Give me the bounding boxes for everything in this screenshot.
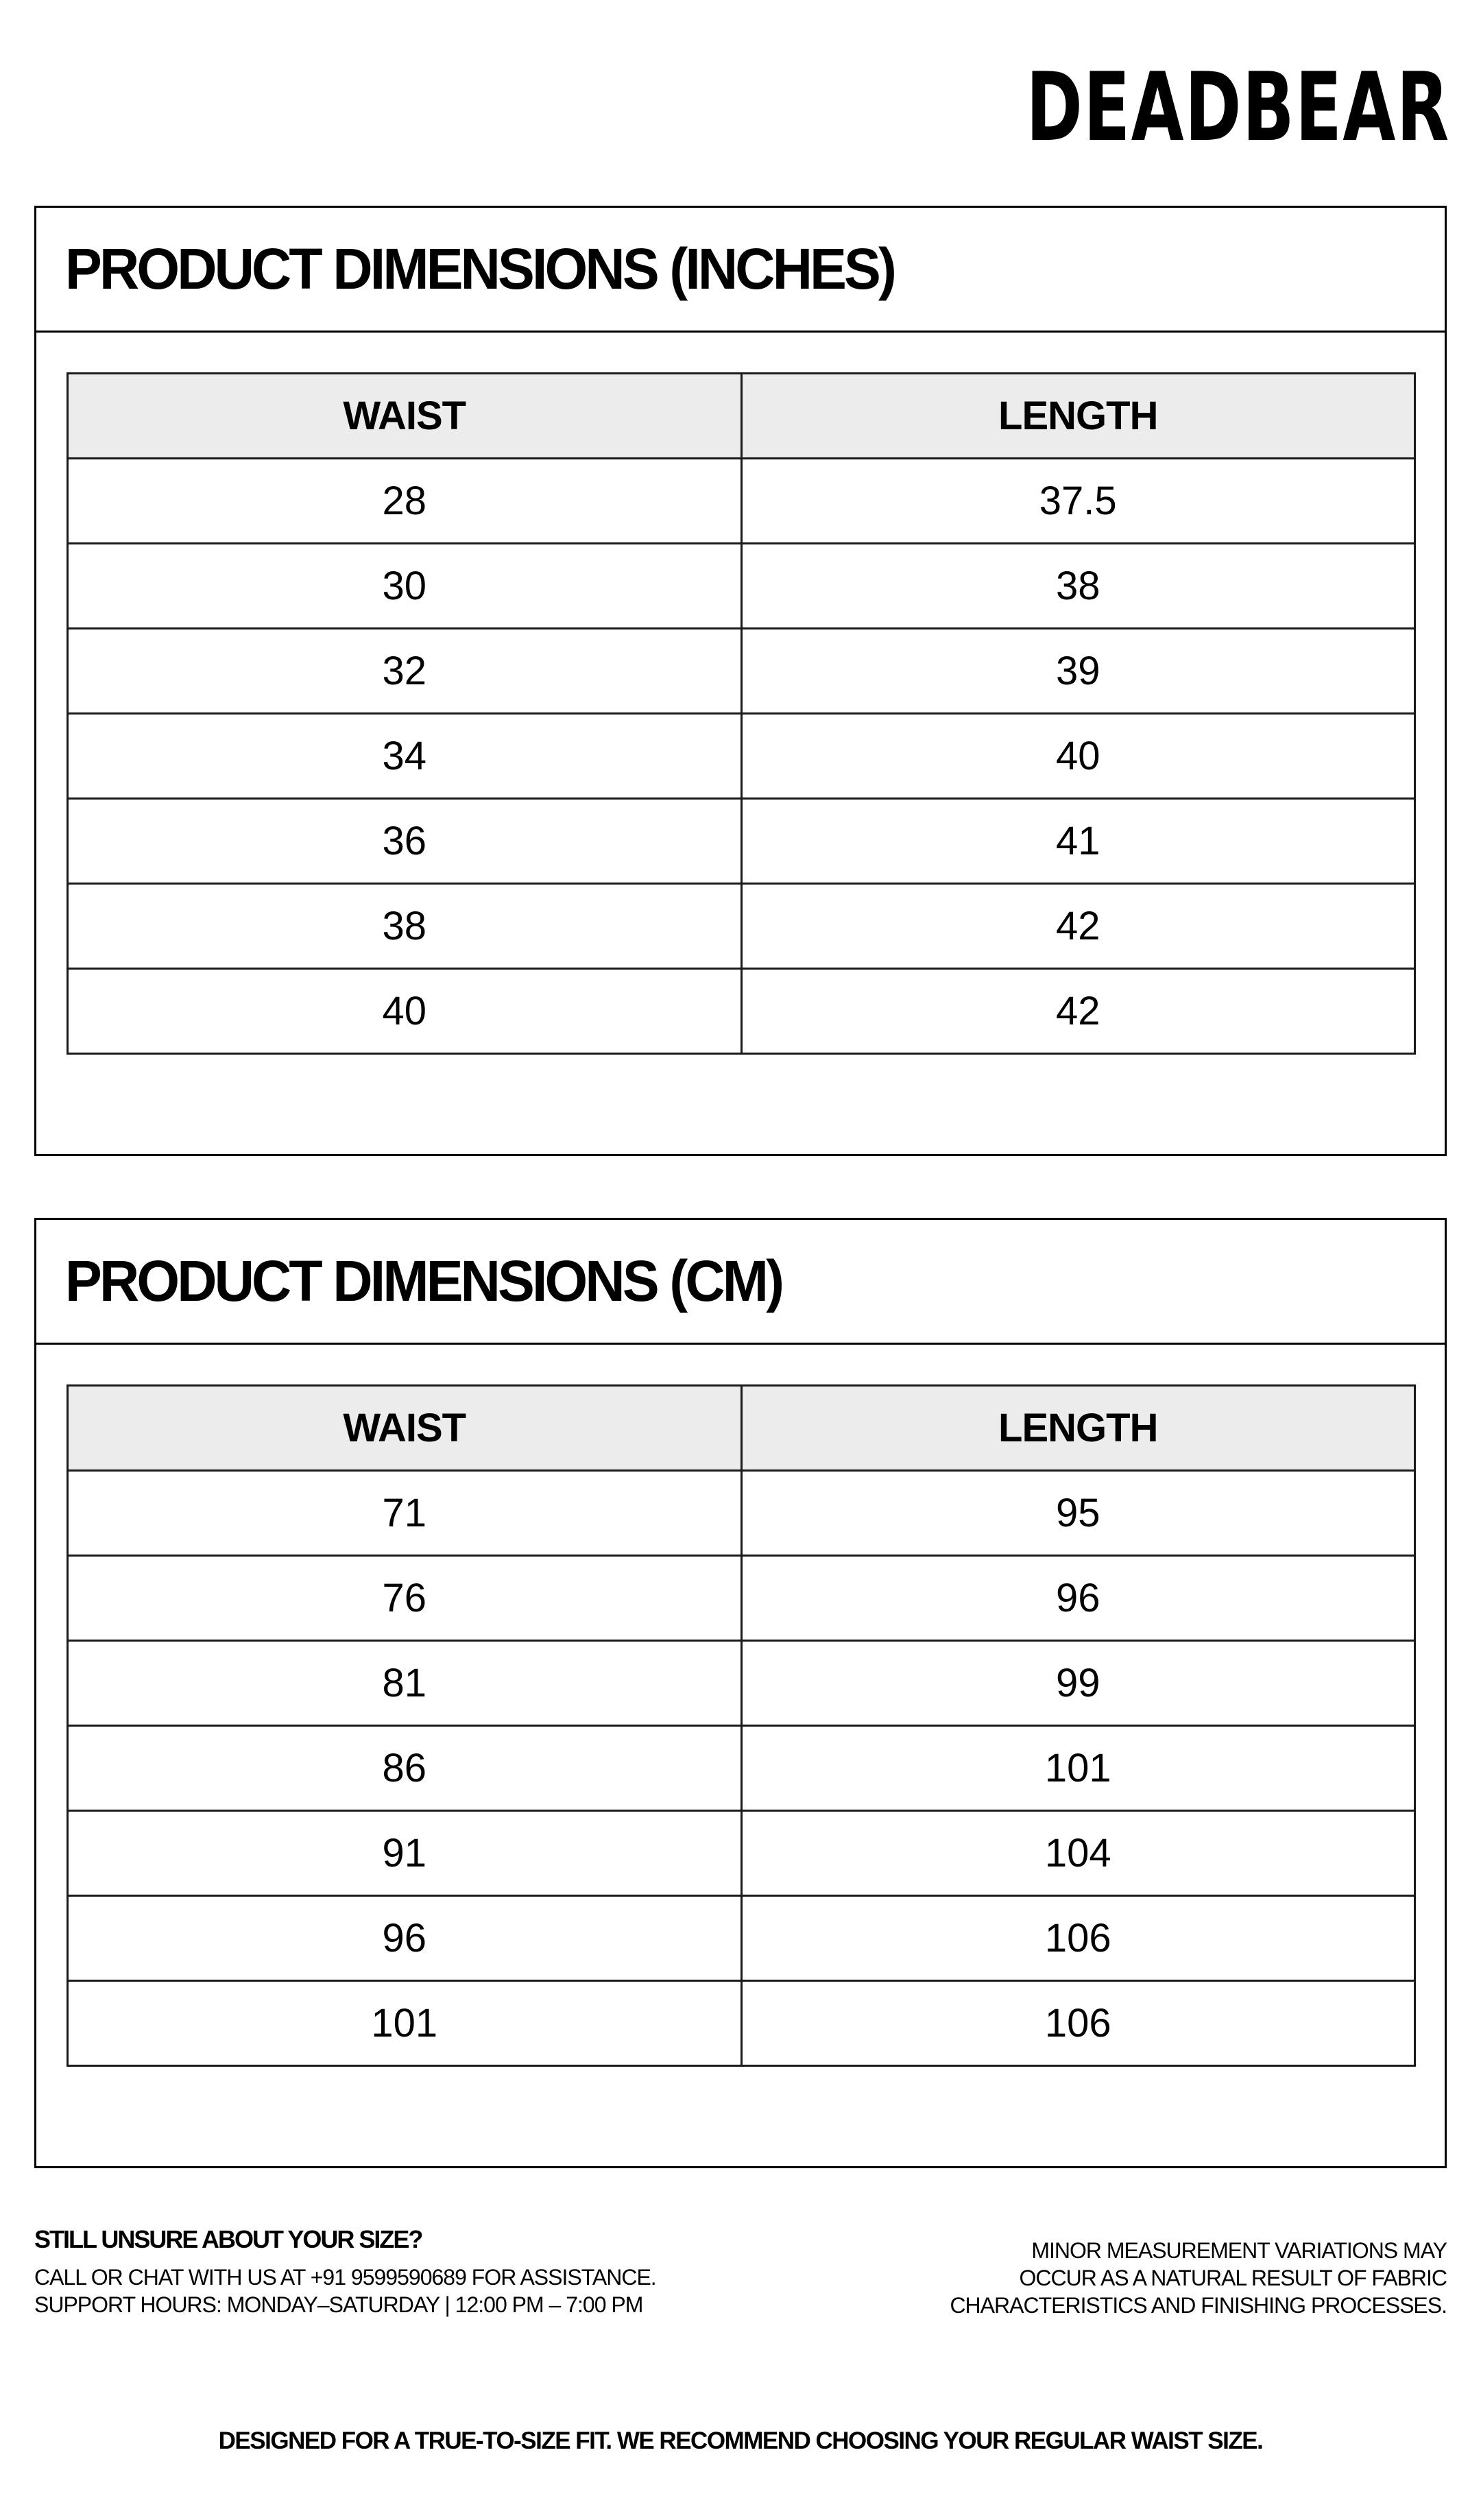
column-header-length: LENGTH xyxy=(741,374,1415,459)
inches-dimensions-card xyxy=(34,206,1447,1156)
waist-cell: 91 xyxy=(68,1811,742,1896)
waist-cell: 40 xyxy=(68,969,742,1054)
support-hours-line: SUPPORT HOURS: MONDAY–SATURDAY | 12:00 PM – 7:00 PM xyxy=(34,2292,643,2317)
length-cell: 106 xyxy=(741,1981,1415,2066)
fit-recommendation-note: DESIGNED FOR A TRUE-TO-SIZE FIT. WE RECOMMEND CHOOSING YOUR REGULAR WAIST SIZE. xyxy=(218,2427,1263,2454)
length-cell: 40 xyxy=(741,714,1415,799)
table-row xyxy=(68,799,1415,884)
length-cell: 104 xyxy=(741,1811,1415,1896)
inches-size-table xyxy=(67,372,1416,1055)
table-header-row xyxy=(68,1386,1415,1471)
inches-card-header xyxy=(36,208,1445,333)
length-cell: 41 xyxy=(741,799,1415,884)
waist-cell: 36 xyxy=(68,799,742,884)
cm-card-title: PRODUCT DIMENSIONS (CM) xyxy=(65,1249,782,1313)
waist-cell: 28 xyxy=(68,459,742,544)
waist-cell: 96 xyxy=(68,1896,742,1981)
table-row xyxy=(68,629,1415,714)
waist-cell: 101 xyxy=(68,1981,742,2066)
length-cell: 39 xyxy=(741,629,1415,714)
table-row xyxy=(68,969,1415,1054)
length-cell: 37.5 xyxy=(741,459,1415,544)
table-row xyxy=(68,884,1415,969)
length-cell: 101 xyxy=(741,1726,1415,1811)
waist-cell: 71 xyxy=(68,1471,742,1556)
table-row xyxy=(68,714,1415,799)
disclaimer-line: MINOR MEASUREMENT VARIATIONS MAY xyxy=(1031,2238,1447,2263)
support-contact-line: CALL OR CHAT WITH US AT +91 9599590689 FOR ASSISTANCE. xyxy=(34,2265,656,2290)
length-cell: 96 xyxy=(741,1556,1415,1641)
waist-cell: 34 xyxy=(68,714,742,799)
disclaimer-line: OCCUR AS A NATURAL RESULT OF FABRIC xyxy=(1019,2266,1447,2290)
waist-cell: 38 xyxy=(68,884,742,969)
column-header-waist: WAIST xyxy=(68,1386,742,1471)
waist-cell: 30 xyxy=(68,544,742,629)
table-row xyxy=(68,1556,1415,1641)
table-row xyxy=(68,1641,1415,1726)
cm-dimensions-card xyxy=(34,1218,1447,2168)
table-header-row xyxy=(68,374,1415,459)
length-cell: 106 xyxy=(741,1896,1415,1981)
table-row xyxy=(68,1471,1415,1556)
length-cell: 38 xyxy=(741,544,1415,629)
cm-card-header xyxy=(36,1220,1445,1345)
inches-card-title: PRODUCT DIMENSIONS (INCHES) xyxy=(65,237,895,301)
table-row xyxy=(68,1896,1415,1981)
support-info xyxy=(34,2225,656,2318)
cm-size-table xyxy=(67,1384,1416,2067)
waist-cell: 86 xyxy=(68,1726,742,1811)
column-header-waist: WAIST xyxy=(68,374,742,459)
waist-cell: 32 xyxy=(68,629,742,714)
measurement-disclaimer xyxy=(843,2237,1447,2319)
brand-logo: DEADBEAR xyxy=(1026,52,1450,163)
waist-cell: 76 xyxy=(68,1556,742,1641)
disclaimer-line: CHARACTERISTICS AND FINISHING PROCESSES. xyxy=(950,2293,1447,2318)
column-header-length: LENGTH xyxy=(741,1386,1415,1471)
length-cell: 42 xyxy=(741,969,1415,1054)
waist-cell: 81 xyxy=(68,1641,742,1726)
table-row xyxy=(68,1726,1415,1811)
table-row xyxy=(68,1981,1415,2066)
table-row xyxy=(68,544,1415,629)
support-question: STILL UNSURE ABOUT YOUR SIZE? xyxy=(34,2225,422,2253)
length-cell: 42 xyxy=(741,884,1415,969)
table-row xyxy=(68,459,1415,544)
length-cell: 95 xyxy=(741,1471,1415,1556)
table-row xyxy=(68,1811,1415,1896)
length-cell: 99 xyxy=(741,1641,1415,1726)
